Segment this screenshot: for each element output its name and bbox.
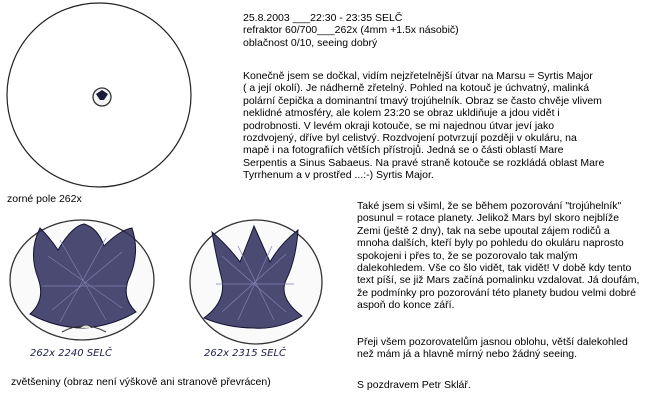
observation-paragraph-3: Přeji všem pozorovatelům jasnou oblohu, větší dalekohled než mám já a hlavně mírný nebo žádný seeing. [357, 336, 628, 361]
field-of-view-caption: zorné pole 262x [7, 193, 82, 205]
observation-paragraph-1: Konečně jsem se dočkal, vidím nejzřetelnější útvar na Marsu = Syrtis Major ( a její okolí). Je nádherně zřetelný. Pohled na kotouč je úchvatný, malinká polární čepička a dominantní tmavý trojúhelník. Obraz se často chvěje vlivem neklidné atmosféry, ale kolem 23:20 se obraz ukldiňuje a jdou vidět i podrobnosti. V levém okraji kotouče, se mi najednou útvar jeví jako rozdvojený, dříve byl celistvý. Rozdvojení potvrzují později v okuláru, na mapě i na fotografiích větších přístrojů. Jedná se o části oblastí Mare Serpentis a Sinus Sabaeus. Na pravé straně kotouče se rozkládá oblast Mare Tyrrhenum a v prostřed ...:-) Syrtis Major. [243, 70, 605, 182]
signature: S pozdravem Petr Sklář. [357, 379, 471, 391]
field-of-view-sketch [4, 0, 194, 192]
sky-conditions: oblačnost 0/10, seeing dobrý [243, 36, 378, 49]
enlargements-caption: zvětšeniny (obraz není výškově ani stranově převrácen) [11, 376, 271, 388]
observation-date-time: 25.8.2003 ___22:30 - 23:35 SELČ [243, 12, 403, 24]
sketch-label-2315: 262x 2315 SELČ [204, 348, 287, 359]
mars-sketch-2315 [182, 216, 330, 371]
mars-sketch-2240 [2, 216, 167, 371]
observation-header [243, 12, 643, 49]
sketch-label-2240: 262x 2240 SELČ [30, 348, 113, 359]
telescope-info: refraktor 60/700___262x (4mm +1.5x násobič) [243, 24, 459, 37]
observation-paragraph-2: Také jsem si všiml, že se během pozorování "trojúhelník" posunul = rotace planety. Jelikož Mars byl skoro nejblíže Zemi (ještě 2 dny), tak na sebe upoutal zájem rodičů a mnoha dalších, kteří byly po pohledu do okuláru naprosto spokojeni i přes to, že se pozorovalo tak malým dalekohledem. Vše co šlo vidět, tak vidět! V době kdy tento text píší, se již Mars začíná pomalinku vzdalovat. Já doufám, že podmínky pro pozorování této planety budou velmi dobré aspoň do konce září. [357, 200, 640, 312]
syrtis-major-shading-1 [30, 224, 136, 328]
